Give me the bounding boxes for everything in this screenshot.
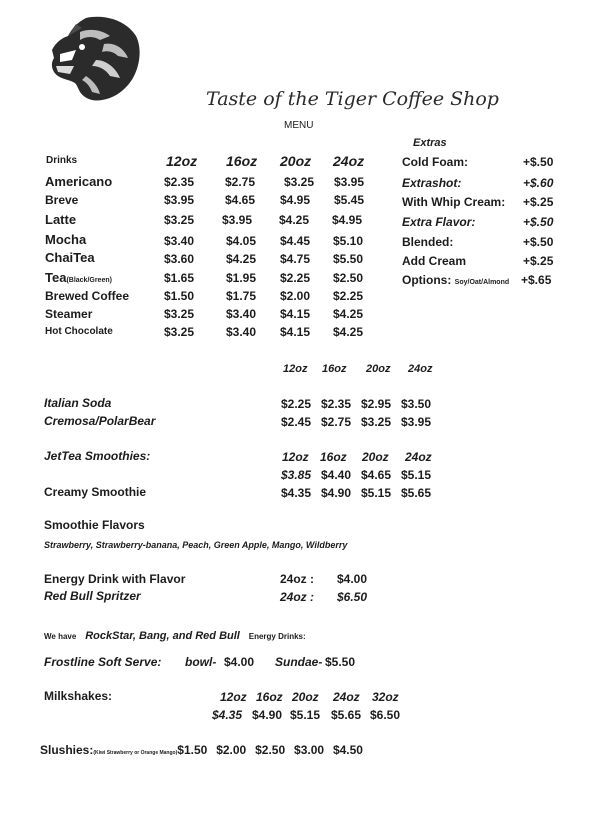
drink-price: $1.75: [226, 289, 257, 303]
cold-price: $3.95: [401, 415, 432, 429]
extra-name: With Whip Cream:: [402, 195, 506, 209]
jettea-price: $4.65: [361, 468, 392, 482]
energy-item-name: Energy Drink with Flavor: [44, 572, 186, 586]
size-header: 24oz: [405, 450, 432, 464]
drink-price: $4.25: [333, 307, 364, 321]
drink-price: $3.25: [284, 175, 315, 189]
size-header: 24oz: [333, 153, 365, 169]
drink-price: $4.15: [280, 307, 311, 321]
drink-name: Americano: [45, 174, 113, 189]
size-header: 20oz: [280, 153, 312, 169]
extra-note: Soy/Oat/Almond: [454, 279, 510, 286]
size-header: 12oz: [282, 450, 309, 464]
extra-price: +$.50: [523, 155, 554, 169]
cold-price: $3.50: [401, 397, 432, 411]
drink-name: ChaiTea: [45, 250, 95, 265]
cold-price: $2.95: [361, 397, 392, 411]
drink-price: $4.95: [280, 193, 311, 207]
drink-price: $4.45: [280, 234, 311, 248]
extra-price: +$.60: [523, 176, 554, 190]
cold-drink-name: Cremosa/PolarBear: [44, 414, 156, 428]
slushies-note: (Kiwi Strawberry or Orange Mango): [93, 750, 178, 756]
size-header: 12oz: [283, 363, 308, 375]
drink-price: $1.50: [164, 289, 195, 303]
size-header: 24oz: [408, 363, 433, 375]
size-header: 16oz: [320, 450, 347, 464]
smoothie-flavors-header: Smoothie Flavors: [44, 518, 145, 532]
milkshake-price: $5.15: [290, 708, 321, 722]
drink-price: $5.10: [333, 234, 364, 248]
smoothie-flavors-list: Strawberry, Strawberry-banana, Peach, Green Apple, Mango, Wildberry: [44, 540, 348, 550]
soft-serve-label: Frostline Soft Serve:: [44, 655, 162, 669]
extra-name: [402, 273, 509, 287]
soft-serve-bowl: bowl-: [185, 655, 217, 669]
energy-item-price: $6.50: [337, 590, 368, 604]
drink-price: $4.15: [280, 325, 311, 339]
drink-price: $3.40: [226, 307, 257, 321]
energy-brands-line: [44, 626, 306, 644]
size-header: 16oz: [226, 153, 258, 169]
energy-item-size: 24oz :: [280, 572, 315, 586]
milkshake-price: $5.65: [331, 708, 362, 722]
size-header: 16oz: [322, 363, 347, 375]
drink-price: $3.40: [226, 325, 257, 339]
drink-price: $5.50: [333, 252, 364, 266]
size-header: 16oz: [256, 690, 283, 704]
cold-drink-name: Italian Soda: [44, 396, 112, 410]
extra-price: +$.50: [523, 215, 554, 229]
size-header: 12oz: [166, 153, 198, 169]
energy-suffix: Energy Drinks:: [248, 632, 306, 641]
creamy-label: Creamy Smoothie: [44, 485, 147, 499]
drink-name: Mocha: [45, 232, 87, 247]
slushie-price: $2.00: [216, 743, 247, 757]
extra-name: Extra Flavor:: [402, 215, 476, 229]
drink-price: $2.25: [333, 289, 364, 303]
extra-price: +$.65: [521, 273, 552, 287]
size-header: 20oz: [366, 363, 391, 375]
extra-price: +$.50: [523, 235, 554, 249]
soft-serve-sundae-price: $5.50: [325, 655, 356, 669]
extra-name: Blended:: [402, 235, 454, 249]
tiger-logo: [46, 14, 142, 104]
creamy-price: $4.90: [321, 486, 352, 500]
extra-name: Extrashot:: [402, 176, 462, 190]
drink-price: $4.75: [280, 252, 311, 266]
size-header: 32oz: [372, 690, 399, 704]
jettea-label: JetTea Smoothies:: [44, 449, 151, 463]
energy-brands: RockStar, Bang, and Red Bull: [85, 630, 240, 642]
shop-title: Taste of the Tiger Coffee Shop: [206, 88, 499, 110]
drink-price: $4.25: [333, 325, 364, 339]
slushie-price: $4.50: [332, 743, 363, 757]
creamy-price: $4.35: [281, 486, 312, 500]
energy-we-have: We have: [44, 632, 77, 641]
drink-price: $3.60: [164, 252, 195, 266]
extra-name: Cold Foam:: [402, 155, 468, 169]
drink-price: $3.95: [334, 175, 365, 189]
drink-price: $4.25: [279, 213, 310, 227]
cold-price: $2.45: [281, 415, 312, 429]
milkshake-price: $4.35: [212, 708, 243, 722]
cold-price: $3.25: [361, 415, 392, 429]
menu-label: MENU: [284, 120, 314, 131]
jettea-price: $4.40: [321, 468, 352, 482]
extra-price: +$.25: [523, 254, 554, 268]
slushie-price: $2.50: [255, 743, 286, 757]
cold-price: $2.75: [321, 415, 352, 429]
slushies-line: [40, 741, 363, 759]
milkshakes-label: Milkshakes:: [44, 689, 113, 703]
drink-name: Hot Chocolate: [45, 326, 113, 337]
drink-price: $2.25: [280, 271, 311, 285]
drink-price: $3.95: [222, 213, 253, 227]
extra-price: +$.25: [523, 195, 554, 209]
drink-price: $4.05: [226, 234, 257, 248]
slushie-price: $1.50: [177, 743, 208, 757]
jettea-price: $3.85: [281, 468, 312, 482]
size-header: 20oz: [362, 450, 389, 464]
drink-price: $3.25: [164, 325, 195, 339]
extras-header: Extras: [413, 137, 447, 149]
drink-name: Steamer: [45, 307, 93, 321]
drink-price: $3.40: [164, 234, 195, 248]
milkshake-price: $4.90: [252, 708, 283, 722]
milkshake-price: $6.50: [370, 708, 401, 722]
size-header: 20oz: [292, 690, 319, 704]
drink-price: $4.25: [226, 252, 257, 266]
drink-price: $4.95: [332, 213, 363, 227]
drink-price: $3.25: [164, 213, 195, 227]
drink-name: [45, 270, 112, 285]
drink-name-text: Tea: [45, 270, 67, 285]
extra-name: Add Cream: [402, 254, 467, 268]
drink-price: $2.35: [164, 175, 195, 189]
size-header: 24oz: [333, 690, 360, 704]
drink-price: $5.45: [334, 193, 365, 207]
energy-item-size: 24oz :: [280, 590, 315, 604]
slushie-price: $3.00: [294, 743, 325, 757]
cold-price: $2.35: [321, 397, 352, 411]
drink-name: Brewed Coffee: [45, 289, 130, 303]
creamy-price: $5.15: [361, 486, 392, 500]
drink-price: $4.65: [225, 193, 256, 207]
drink-price: $3.25: [164, 307, 195, 321]
drink-name: Latte: [45, 212, 77, 227]
drink-price: $2.00: [280, 289, 311, 303]
soft-serve-bowl-price: $4.00: [224, 655, 255, 669]
energy-item-price: $4.00: [337, 572, 368, 586]
drinks-header: Drinks: [46, 155, 78, 166]
drink-price: $3.95: [164, 193, 195, 207]
drink-price: $1.65: [164, 271, 195, 285]
soft-serve-sundae: Sundae-: [275, 655, 323, 669]
size-header: 12oz: [220, 690, 247, 704]
slushies-label: Slushies:: [40, 743, 94, 757]
extra-name-text: Options:: [402, 273, 452, 287]
drink-price: $2.50: [333, 271, 364, 285]
drink-price: $2.75: [225, 175, 256, 189]
jettea-price: $5.15: [401, 468, 432, 482]
drink-name: Breve: [45, 193, 79, 207]
drink-price: $1.95: [226, 271, 257, 285]
energy-item-name: Red Bull Spritzer: [44, 589, 141, 603]
creamy-price: $5.65: [401, 486, 432, 500]
drink-note: (Black/Green): [66, 277, 112, 284]
cold-price: $2.25: [281, 397, 312, 411]
